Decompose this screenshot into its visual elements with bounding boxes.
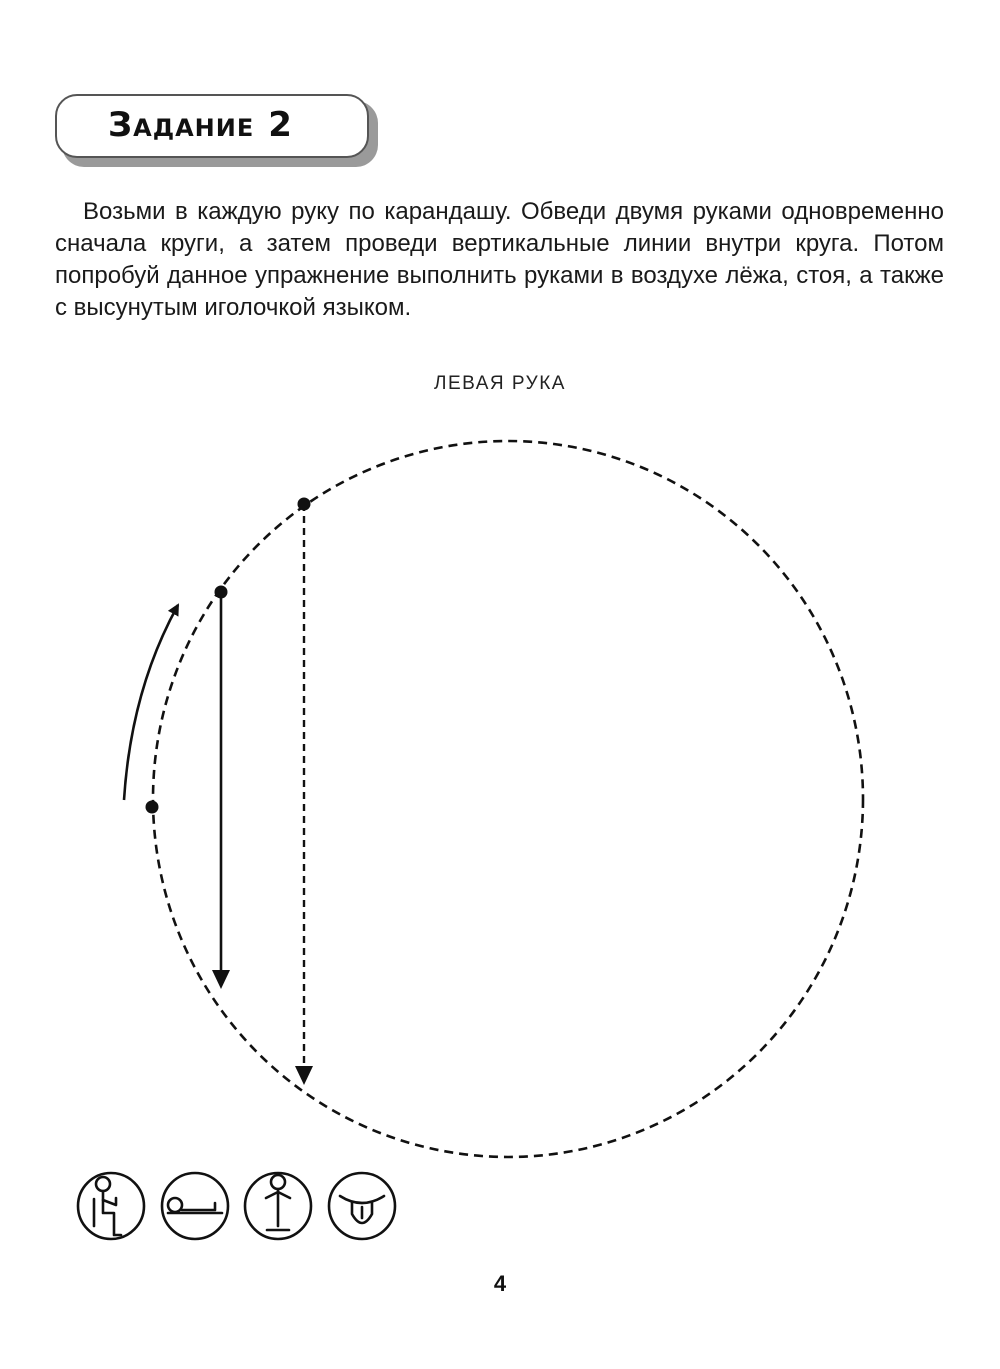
sitting-person-icon xyxy=(78,1173,144,1239)
page-number: 4 xyxy=(493,1271,507,1296)
start-dot-circle xyxy=(146,801,159,814)
circle-direction-arrow xyxy=(124,605,178,800)
solid-line-arrowhead xyxy=(212,970,230,989)
task-title-number: 2 xyxy=(268,105,293,145)
task-title-word: Задание xyxy=(108,105,255,145)
hand-label: ЛЕВАЯ РУКА xyxy=(434,373,566,394)
tongue-out-icon xyxy=(329,1173,395,1239)
standing-person-icon xyxy=(245,1173,311,1239)
start-dot-dashed-line xyxy=(298,498,311,511)
instructions-text: Возьми в каждую руку по карандашу. Обведи двумя руками одновременно сначала круги, а затем проведи вертикальные линии внутри круга. Потом попробуй данное упражнение выполнить руками в воздухе лёжа, стоя, а также с высунутым иголочкой языком. xyxy=(55,198,944,321)
start-dot-solid-line xyxy=(215,586,228,599)
dashed-tracing-circle xyxy=(153,441,863,1157)
dashed-line-arrowhead xyxy=(295,1066,313,1085)
lying-person-icon xyxy=(162,1173,228,1239)
